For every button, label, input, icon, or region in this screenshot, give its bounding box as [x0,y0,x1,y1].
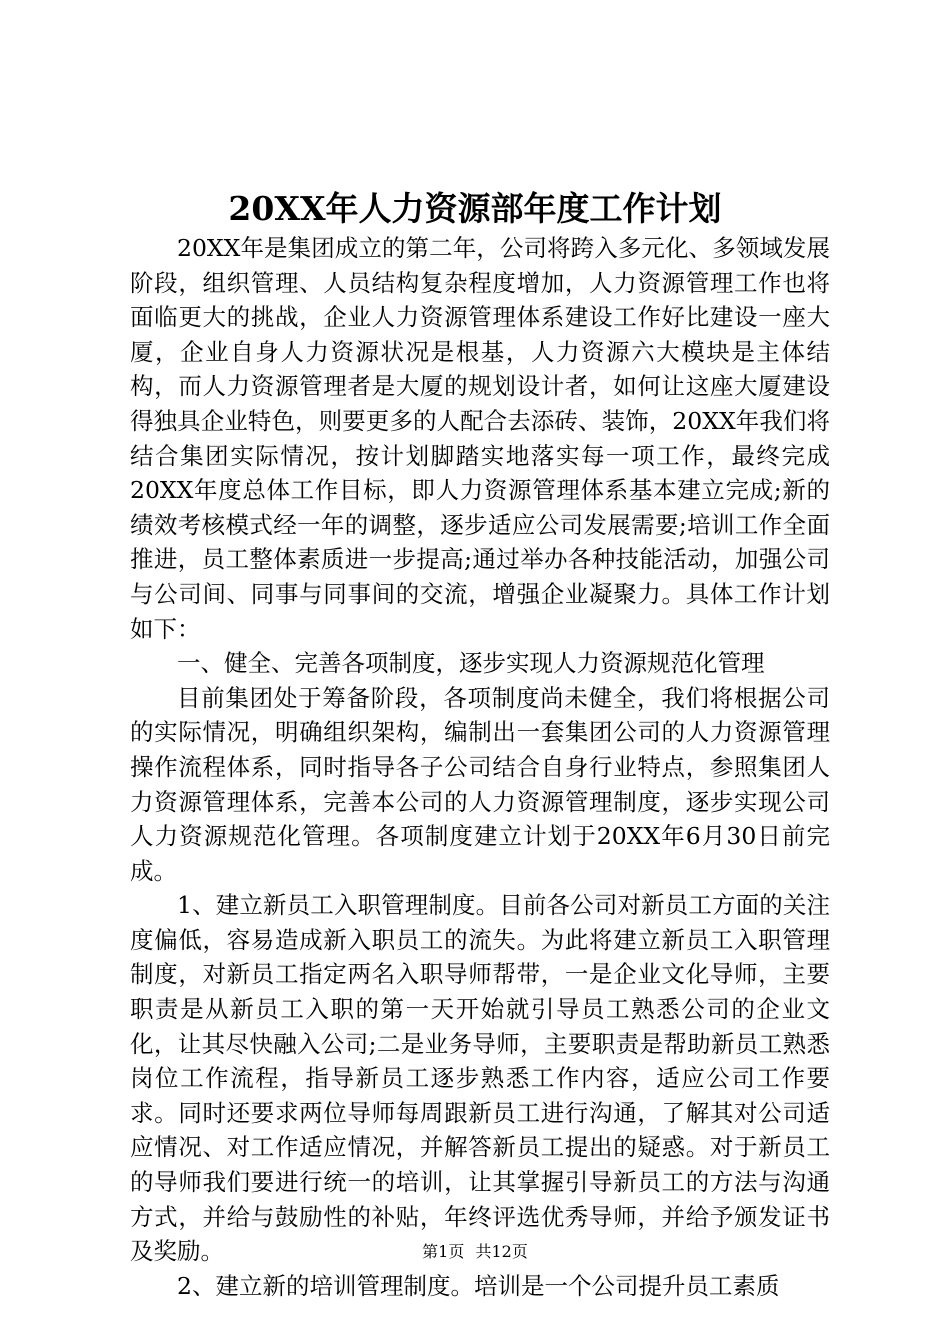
paragraph-item-2: 2、建立新的培训管理制度。培训是一个公司提升员工素质 [177,1271,780,1300]
paragraph-section-1: 目前集团处于筹备阶段，各项制度尚未健全，我们将根据公司的实际情况，明确组织架构，编制出一套集团公司的人力资源管理操作流程体系，同时指导各子公司结合自身行业特点，参照集团人力资源管理体系，完善本公司的人力资源管理制度，逐步实现公司人力资源规范化管理。各项制度建立计划于20XX年6月30日前完成。 [130,683,830,885]
document-body [130,231,830,1303]
paragraph-intro: 20XX年是集团成立的第二年，公司将跨入多元化、多领域发展阶段，组织管理、人员结构复杂程度增加，人力资源管理工作也将面临更大的挑战，企业人力资源管理体系建设工作好比建设一座大厦，企业自身人力资源状况是根基，人力资源六大模块是主体结构，而人力资源管理者是大厦的规划设计者，如何让这座大厦建设得独具企业特色，则要更多的人配合去添砖、装饰，20XX年我们将结合集团实际情况，按计划脚踏实地落实每一项工作，最终完成20XX年度总体工作目标，即人力资源管理体系基本建立完成;新的绩效考核模式经一年的调整，逐步适应公司发展需要;培训工作全面推进，员工整体素质进一步提高;通过举办各种技能活动，加强公司与公司间、同事与同事间的交流，增强企业凝聚力。具体工作计划如下： [130,234,830,643]
page-number: 第1页 [422,1242,465,1261]
section-heading-1: 一、健全、完善各项制度，逐步实现人力资源规范化管理 [177,649,765,678]
document-title: 20XX年人力资源部年度工作计划 [228,189,722,228]
page-footer [0,1240,950,1264]
page-total: 共12页 [475,1242,528,1261]
paragraph-item-1: 1、建立新员工入职管理制度。目前各公司对新员工方面的关注度偏低，容易造成新入职员工的流失。为此将建立新员工入职管理制度，对新员工指定两名入职导师帮带，一是企业文化导师，主要职责是从新员工入职的第一天开始就引导员工熟悉公司的企业文化，让其尽快融入公司;二是业务导师，主要职责是帮助新员工熟悉岗位工作流程，指导新员工逐步熟悉工作内容，适应公司工作要求。同时还要求两位导师每周跟新员工进行沟通，了解其对公司适应情况、对工作适应情况，并解答新员工提出的疑惑。对于新员工的导师我们要进行统一的培训，让其掌握引导新员工的方法与沟通方式，并给与鼓励性的补贴，年终评选优秀导师，并给予颁发证书及奖励。 [130,891,830,1266]
